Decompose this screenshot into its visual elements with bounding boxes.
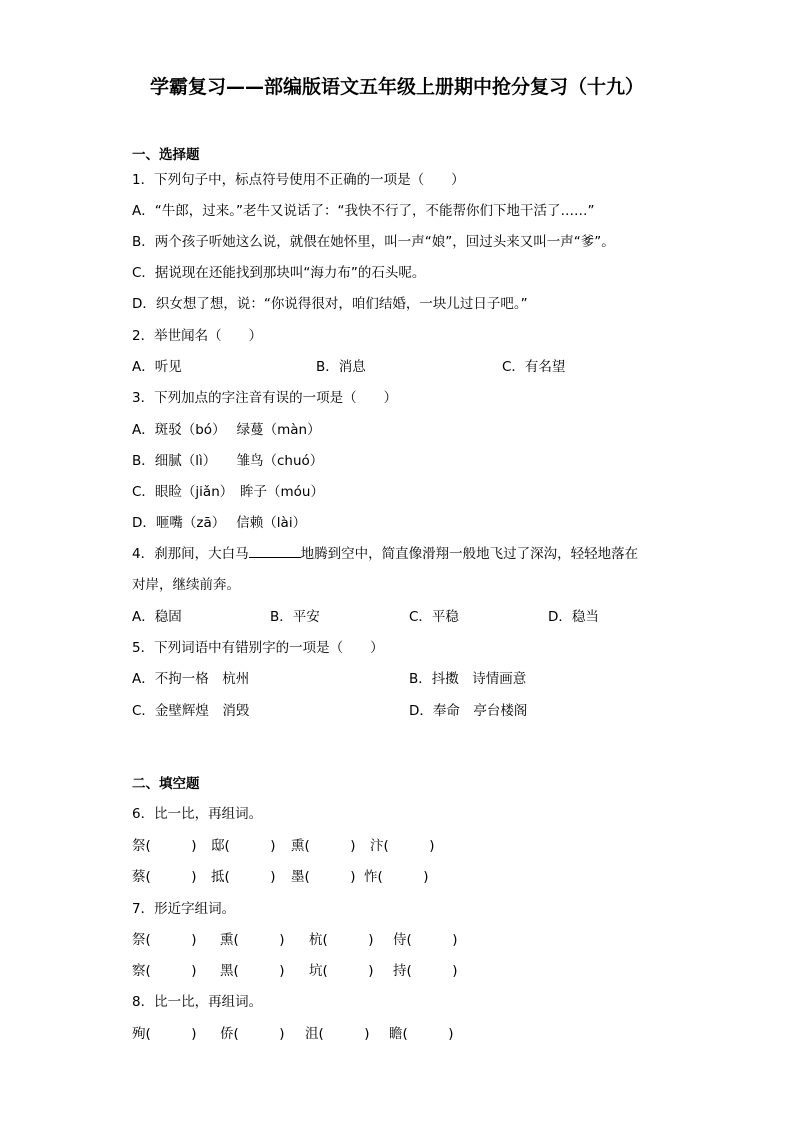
q4-stem: [132, 545, 638, 563]
q6-row1-item2[interactable]: 邸( ): [211, 838, 276, 854]
q6-row2-item2[interactable]: 抵( ): [211, 869, 276, 885]
q1-option-a: A．“牛郎，过来。”老牛又说话了：“我快不行了，不能帮你们下地干活了……”: [132, 203, 595, 219]
q2-option-c: C．有名望: [502, 359, 566, 375]
section-heading-fill: 二、填空题: [132, 776, 200, 792]
q2-option-a: A．听见: [132, 359, 182, 375]
q5-option-c: C．金壁辉煌 消毁: [132, 703, 250, 719]
q1-stem: 1．下列句子中，标点符号使用不正确的一项是（ ）: [132, 172, 465, 188]
q8-row1-item2[interactable]: 侨( ): [220, 1026, 285, 1042]
page-title: 学霸复习——部编版语文五年级上册期中抢分复习（十九）: [149, 76, 644, 98]
q7-row2-item1[interactable]: 察( ): [132, 963, 197, 979]
q6-row2-item4[interactable]: 怍( ): [364, 869, 429, 885]
q4-option-b: B．平安: [270, 609, 320, 625]
q7-row2-item4[interactable]: 持( ): [393, 963, 458, 979]
q5-option-a: A．不拘一格 杭州: [132, 671, 250, 687]
q3-stem: 3．下列加点的字注音有误的一项是（ ）: [132, 390, 398, 406]
q5-option-d: D．奉命 亭台楼阁: [409, 703, 528, 719]
q2-stem: 2．举世闻名（ ）: [132, 328, 263, 344]
q4-answer-blank[interactable]: [249, 545, 301, 558]
q6-row2-item1[interactable]: 蔡( ): [132, 869, 197, 885]
q4-option-c: C．平稳: [409, 609, 459, 625]
q1-option-d: D．织女想了想，说：“你说得很对，咱们结婚，一块儿过日子吧。”: [132, 296, 528, 312]
q1-option-c: C．据说现在还能找到那块叫“海力布”的石头呢。: [132, 265, 426, 281]
q7-row1-item1[interactable]: 祭( ): [132, 932, 197, 948]
q8-stem: 8．比一比，再组词。: [132, 994, 263, 1010]
q6-row2-item3[interactable]: 墨( ): [291, 869, 356, 885]
q4-stem-after: 地腾到空中，简直像滑翔一般地飞过了深沟，轻轻地落在: [300, 546, 639, 562]
q6-row1-item1[interactable]: 祭( ): [132, 838, 197, 854]
q7-stem: 7．形近字组词。: [132, 901, 236, 917]
q3-option-d: D．咂嘴（zā） 信赖（lài）: [132, 515, 307, 531]
q2-option-b: B．消息: [316, 359, 366, 375]
q8-row1-item3[interactable]: 沮( ): [305, 1026, 370, 1042]
q7-row2-item3[interactable]: 坑( ): [309, 963, 374, 979]
q4-stem-before: 4．刹那间，大白马: [132, 546, 249, 562]
q1-option-b: B．两个孩子听她这么说，就偎在她怀里，叫一声“娘”，回过头来又叫一声“爹”。: [132, 234, 615, 250]
section-heading-choice: 一、选择题: [132, 147, 200, 163]
q7-row1-item4[interactable]: 侍( ): [393, 932, 458, 948]
q3-option-b: B．细腻（lì） 雏鸟（chuó）: [132, 453, 324, 469]
q4-option-a: A．稳固: [132, 609, 182, 625]
q5-option-b: B．抖擞 诗情画意: [409, 671, 527, 687]
q8-row1-item1[interactable]: 殉( ): [132, 1026, 197, 1042]
q6-row1-item4[interactable]: 汴( ): [370, 838, 435, 854]
q7-row1-item2[interactable]: 熏( ): [220, 932, 285, 948]
q7-row2-item2[interactable]: 黑( ): [220, 963, 285, 979]
q4-option-d: D．稳当: [548, 609, 599, 625]
q7-row1-item3[interactable]: 杭( ): [309, 932, 374, 948]
q5-stem: 5．下列词语中有错别字的一项是（ ）: [132, 640, 384, 656]
q3-option-c: C．眼睑（jiǎn） 眸子（móu）: [132, 484, 324, 500]
q6-stem: 6．比一比，再组词。: [132, 806, 263, 822]
q8-row1-item4[interactable]: 瞻( ): [389, 1026, 454, 1042]
q4-stem-line2: 对岸，继续前奔。: [132, 577, 240, 593]
q3-option-a: A．斑驳（bó） 绿蔓（màn）: [132, 422, 321, 438]
q6-row1-item3[interactable]: 熏( ): [291, 838, 356, 854]
